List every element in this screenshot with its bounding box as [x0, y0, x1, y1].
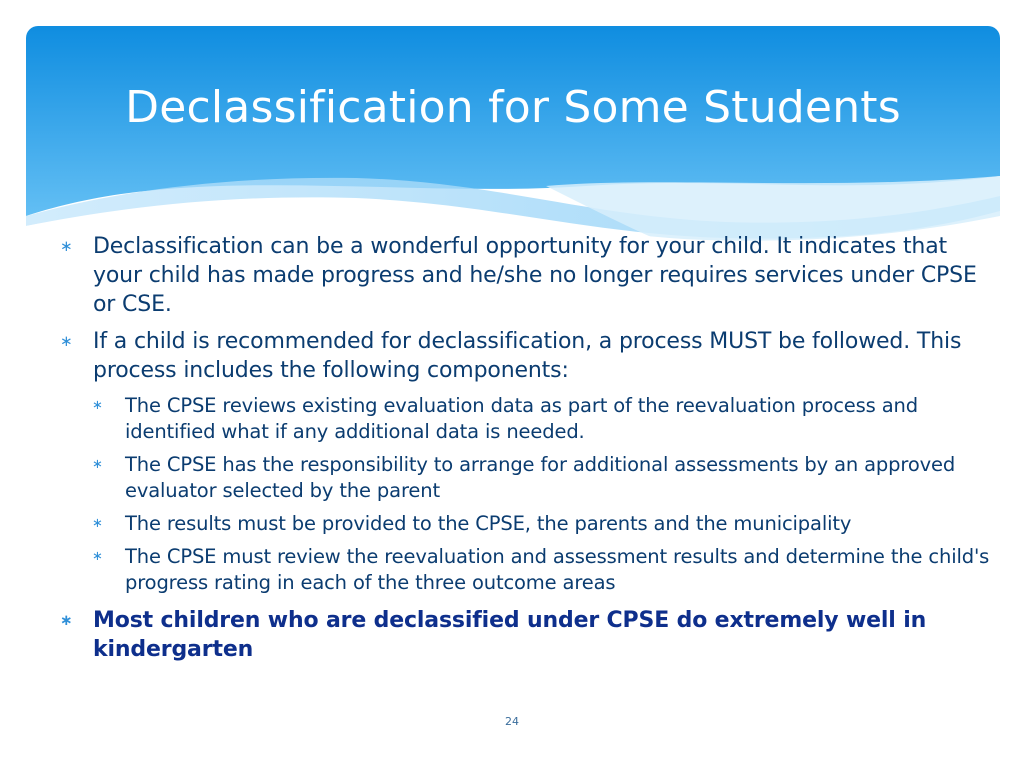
sub-bullet-item — [92, 544, 990, 596]
asterisk-bullet-icon: ∗ — [92, 457, 103, 472]
bullet-list — [60, 232, 990, 672]
sub-bullet-item — [92, 393, 990, 445]
bullet-text: Declassification can be a wonderful opportunity for your child. It indicates that your child has made progress and he/she no longer requires services under CPSE or CSE. — [93, 234, 977, 317]
sub-bullet-item — [92, 511, 990, 537]
sub-bullet-text: The CPSE must review the reevaluation and assessment results and determine the child's progress rating in each of the three outcome areas — [125, 545, 990, 594]
sub-bullet-text: The results must be provided to the CPSE, the parents and the municipality — [125, 512, 852, 535]
bullet-item — [60, 232, 990, 319]
bullet-item-emphasis — [60, 606, 990, 664]
asterisk-bullet-icon: ∗ — [92, 398, 103, 413]
sub-bullet-list — [92, 393, 990, 596]
page-number: 24 — [505, 715, 519, 728]
sub-bullet-item — [92, 452, 990, 504]
bullet-text: If a child is recommended for declassification, a process MUST be followed. This process includes the following components: — [93, 329, 962, 383]
asterisk-bullet-icon: ∗ — [60, 237, 73, 255]
asterisk-bullet-icon: ∗ — [92, 516, 103, 531]
bullet-text: Most children who are declassified under CPSE do extremely well in kindergarten — [93, 608, 927, 662]
slide-title: Declassification for Some Students — [125, 82, 901, 133]
asterisk-bullet-icon: ∗ — [92, 549, 103, 564]
asterisk-bullet-icon: ∗ — [60, 611, 73, 629]
asterisk-bullet-icon: ∗ — [60, 332, 73, 350]
bullet-item — [60, 327, 990, 385]
sub-bullet-text: The CPSE reviews existing evaluation data as part of the reevaluation process and identified what if any additional data is needed. — [125, 394, 918, 443]
sub-bullet-text: The CPSE has the responsibility to arrange for additional assessments by an approved evaluator selected by the parent — [125, 453, 956, 502]
